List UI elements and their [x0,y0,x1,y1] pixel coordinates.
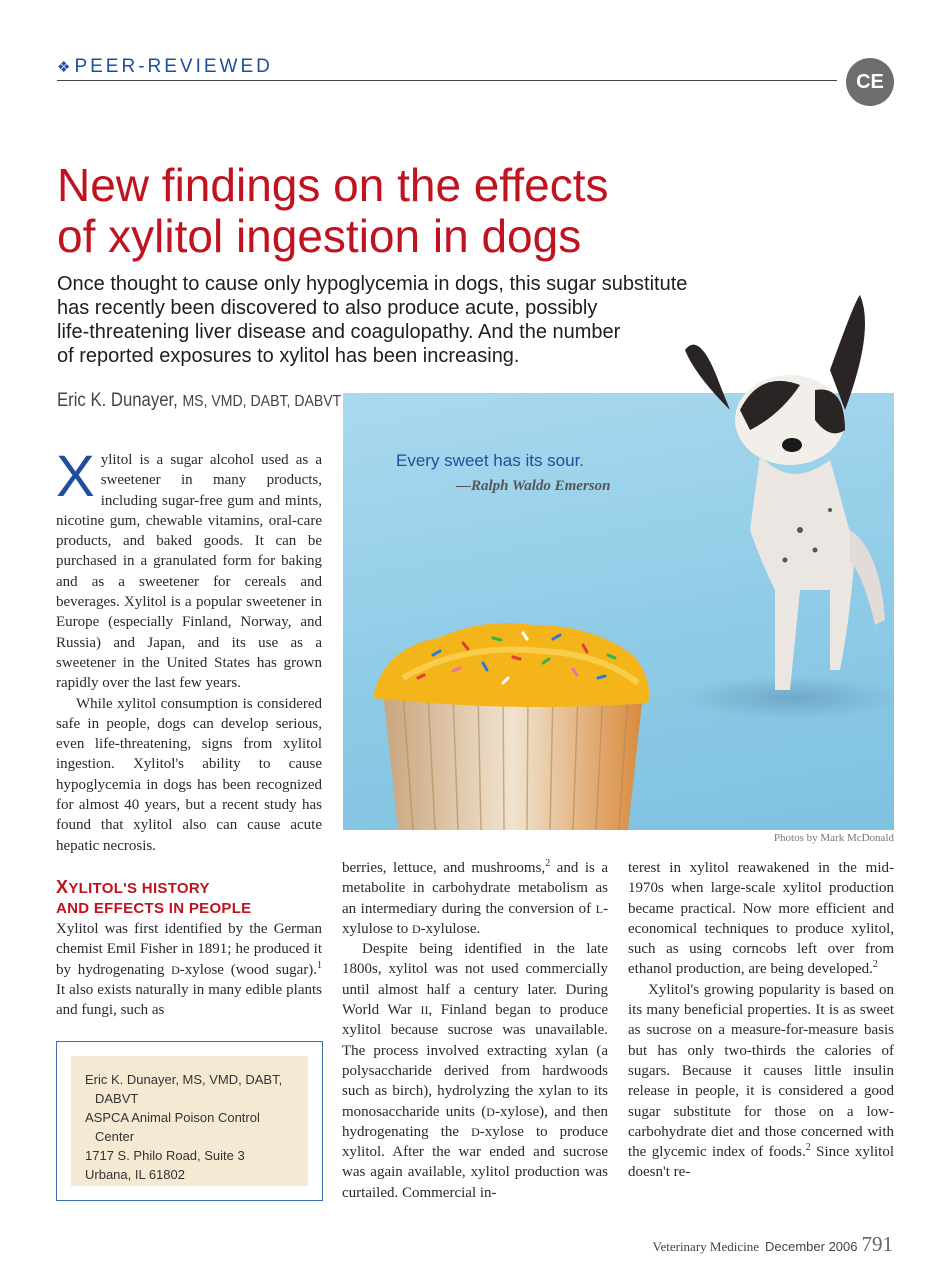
body-column-1 [56,444,322,856]
drop-cap: X [56,444,95,509]
section-label [57,56,273,78]
page-footer [653,1232,893,1257]
address-name-cont: DABVT [95,1091,139,1106]
address-panel [71,1056,308,1186]
author-credentials: MS, VMD, DABT, DABVT [182,393,342,410]
dek-line: of reported exposures to xylitol has been increasing. [57,345,520,367]
author-address-box [56,1041,323,1201]
paragraph: berries, lettuce, and mushrooms,$^2$ and is a metabolite in carbohydrate metabolism as an intermediary during the conversion of L-xylulose to D-xylulose. [342,858,608,937]
body-column-1-cont [56,919,322,1020]
page-number: 791 [861,1232,893,1256]
header-rule [57,80,837,81]
article-title [57,160,757,262]
section-heading [56,877,322,919]
dek-line: Once thought to cause only hypoglycemia in dogs, this sugar substitute [57,273,688,295]
journal-name: Veterinary Medicine [652,1239,759,1254]
author-byline [57,390,341,412]
paragraph: Xylitol was first identified by the German chemist Emil Fisher in 1891; he produced it by hydrogenating D-xylose (wood sugar).$^1$ It also exists naturally in many edible plants and fungi, such as [56,921,322,1019]
reference-marker: 2 [872,959,878,971]
dek-line: has recently been discovered to also produce acute, possibly [57,297,598,319]
paragraph: While xylitol consumption is considered safe in people, dogs can develop serious, even life-threatening, signs from xylitol ingestion. Xylitol's ability to cause hypoglycemia in dogs has been recognized for almost 40 years, but a recent study has found that xylitol also can cause acute hepatic necrosis. [56,695,322,854]
section-heading-line-1: XYLITOL'S HISTORY [56,877,210,897]
author-name: Eric K. Dunayer, [57,390,178,411]
address-street: 1717 S. Philo Road, Suite 3 [85,1148,245,1163]
address-org-cont: Center [95,1129,135,1144]
title-line-1: New findings on the effects [57,159,609,211]
title-line-2: of xylitol ingestion in dogs [57,210,582,262]
diamond-icon: ❖ [57,59,71,76]
reference-marker: 2 [805,1142,811,1154]
body-column-2 [342,858,608,1203]
address-org: ASPCA Animal Poison Control [85,1110,260,1125]
section-label-text: PEER-REVIEWED [74,56,273,77]
issue-date: December 2006 [765,1239,858,1254]
paragraph: Xylitol's growing popularity is based on its many beneficial properties. It is as sweet as sucrose on a measure-for-measure basis but has only two-thirds the calories of sugars. Because it causes little insulin release in people, it is considered a good sugar substitute for those on a low-carbohydrate diet and those concerned with the glycemic index of foods.$^2$ Since xylitol doesn't re- [628,981,894,1181]
paragraph: terest in xylitol reawakened in the mid-1970s when large-scale xylitol production became practical. Now more efficient and economical techniques to produce xylitol, such as using corncobs left over from ethanol production, are being developed.$^2$ [628,860,894,978]
paragraph [56,444,322,694]
address-city: Urbana, IL 61802 [85,1167,185,1182]
reference-marker: 2 [545,858,551,869]
paragraph: Despite being identified in the late 1800s, xylitol was not used commercially until almost half a century later. During World War II, Finland began to produce xylitol because sucrose was unavailable. The process involved extracting xylan (a polysaccharide derived from hardwoods such as birch), hydrolyzing the xylan to its monosaccharide units (D-xylose), and then hydrogenating the D-xylose to produce xylitol. After the war ended and sucrose was again available, xylitol production was curtailed. Commercial in- [342,941,608,1201]
photo-credit: Photos by Mark McDonald [773,832,894,844]
article-dek [57,272,747,368]
dek-line: life-threatening liver disease and coagulopathy. And the number [57,321,621,343]
body-column-3 [628,858,894,1183]
reference-marker: 1 [317,959,322,971]
ce-badge: CE [846,58,894,106]
paragraph-text: ylitol is a sugar alcohol used as a sweetener in many products, including sugar-free gum and mints, nicotine gum, chewable vitamins, oral-care products, and baked goods. It can be purchased in a granulated form for baking and as a sweetener for cereals and beverages. Xylitol is a popular sweetener in Europe (especially Finland, Norway, and Russia) and Japan, and its use as a sweetener in the United States has grown rapidly over the last few years. [56,452,322,692]
epigraph-attribution: —Ralph Waldo Emerson [456,478,611,494]
epigraph-quote: Every sweet has its sour. [396,451,585,470]
section-heading-line-2: AND EFFECTS IN PEOPLE [56,900,252,917]
address-name: Eric K. Dunayer, MS, VMD, DABT, [85,1072,283,1087]
